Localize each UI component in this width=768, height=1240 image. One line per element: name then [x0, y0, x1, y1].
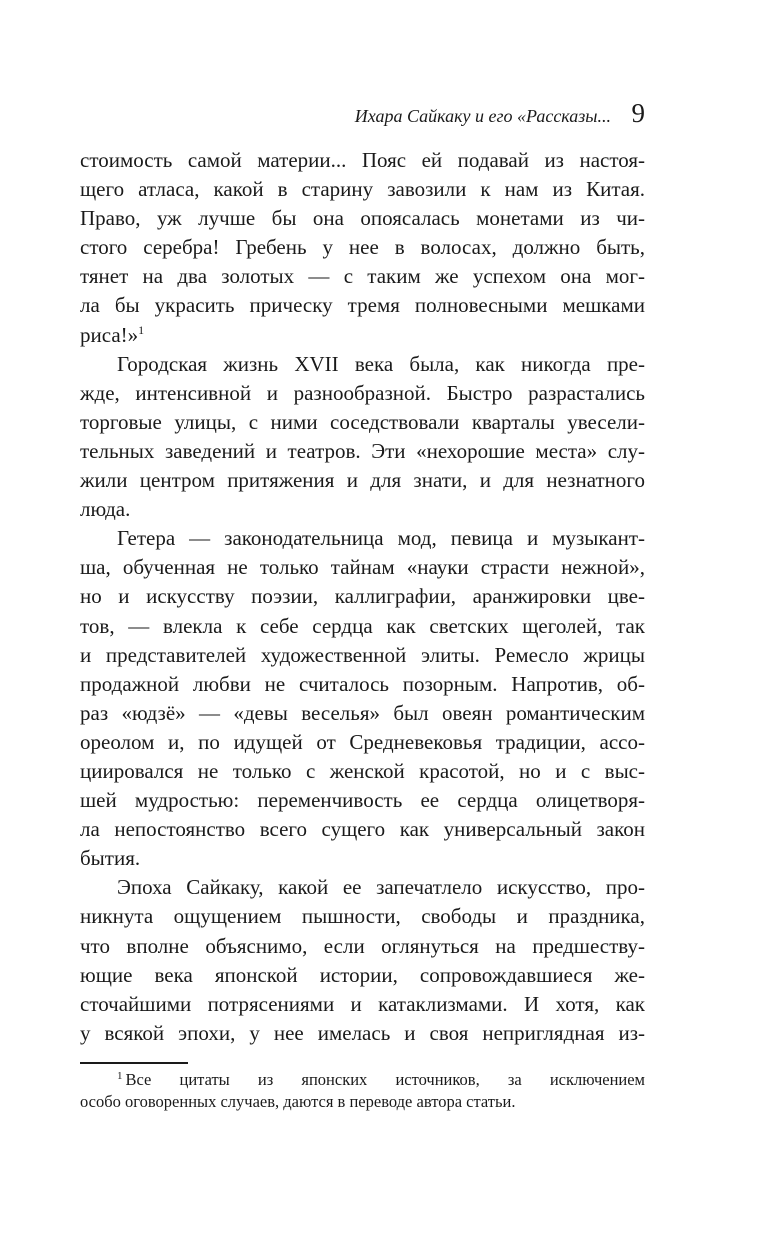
text-line: стоимость самой материи... Пояс ей подавай из настоя-: [80, 148, 645, 172]
text-line: стого серебра! Гребень у нее в волосах, должно быть,: [80, 235, 645, 260]
paragraph: [80, 873, 645, 1048]
running-header: [80, 98, 645, 134]
text-line: шей мудростью: переменчивость ее сердца олицетворя-: [80, 788, 645, 813]
footnote-divider: [80, 1062, 188, 1064]
text-line: циировался не только с женской красотой, но и с выс-: [80, 758, 645, 783]
text-line: тельных заведений и театров. Эти «нехорошие места» слу-: [80, 438, 645, 463]
main-text: [80, 146, 645, 1048]
text-line: Право, уж лучше бы она опоясалась монетами из чи-: [80, 206, 645, 231]
text-line: и представителей художественной элиты. Ремесло жрицы: [80, 642, 645, 667]
text-line: тов, — влекла к себе сердца как светских щеголей, так: [80, 613, 645, 638]
footnote-line: особо оговоренных случаев, даются в переводе автора статьи.: [80, 1092, 516, 1111]
text-line: раз «юдзё» — «девы веселья» был овеян романтическим: [80, 700, 645, 725]
text-line: тянет на два золотых — с таким же успехом она мог-: [80, 264, 645, 289]
text-line: бытия.: [80, 846, 141, 871]
text-line: никнута ощущением пышности, свободы и праздника,: [80, 904, 645, 929]
text-line: жили центром притяжения и для знати, и для незнатного: [80, 468, 645, 493]
footnote-reference: 1: [138, 322, 145, 337]
text-line: ла бы украсить прическу тремя полновесными мешками: [80, 293, 645, 318]
text-line: Гетера — законодательница мод, певица и музыкант-: [117, 526, 645, 551]
text-line: ореолом и, по идущей от Средневековья традиции, ассо-: [80, 729, 645, 754]
text-line: [80, 321, 645, 350]
text-line-content: риса!»: [80, 322, 139, 347]
footnote: [80, 1069, 645, 1113]
text-line: сточайшими потрясениями и катаклизмами. И хотя, как: [80, 991, 645, 1016]
text-line: Городская жизнь XVII века была, как никогда пре-: [117, 351, 645, 376]
page-number: 9: [631, 98, 645, 128]
text-line: но и искусству поэзии, каллиграфии, аранжировки цве-: [80, 584, 645, 609]
paragraph: [80, 146, 645, 350]
footnote-mark: 1: [117, 1069, 123, 1082]
paragraph: [80, 524, 645, 873]
text-line: что вполне объяснимо, если оглянуться на предшеству-: [80, 933, 645, 958]
text-line: продажной любви не считалось позорным. Напротив, об-: [80, 671, 645, 696]
text-line: Эпоха Сайкаку, какой ее запечатлело искусство, про-: [117, 875, 645, 900]
text-line: жде, интенсивной и разнообразной. Быстро разрастались: [80, 380, 645, 405]
text-line: ющие века японской истории, сопровождавшиеся же-: [80, 962, 645, 987]
text-line: ша, обученная не только тайнам «науки страсти нежной»,: [80, 555, 645, 580]
running-title: Ихара Сайкаку и его «Рассказы...: [354, 106, 611, 126]
text-line: у всякой эпохи, у нее имелась и своя неприглядная из-: [80, 1020, 645, 1045]
text-line: торговые улицы, с ними соседствовали кварталы увесели-: [80, 409, 645, 434]
text-line: ла непостоянство всего сущего как универсальный закон: [80, 817, 645, 842]
text-line: щего атласа, какой в старину завозили к нам из Китая.: [80, 177, 645, 202]
text-line: люда.: [80, 497, 131, 522]
footnote-line: [80, 1069, 645, 1091]
footnote-text: Все цитаты из японских источников, за исключением: [125, 1070, 645, 1089]
paragraph: [80, 350, 645, 525]
